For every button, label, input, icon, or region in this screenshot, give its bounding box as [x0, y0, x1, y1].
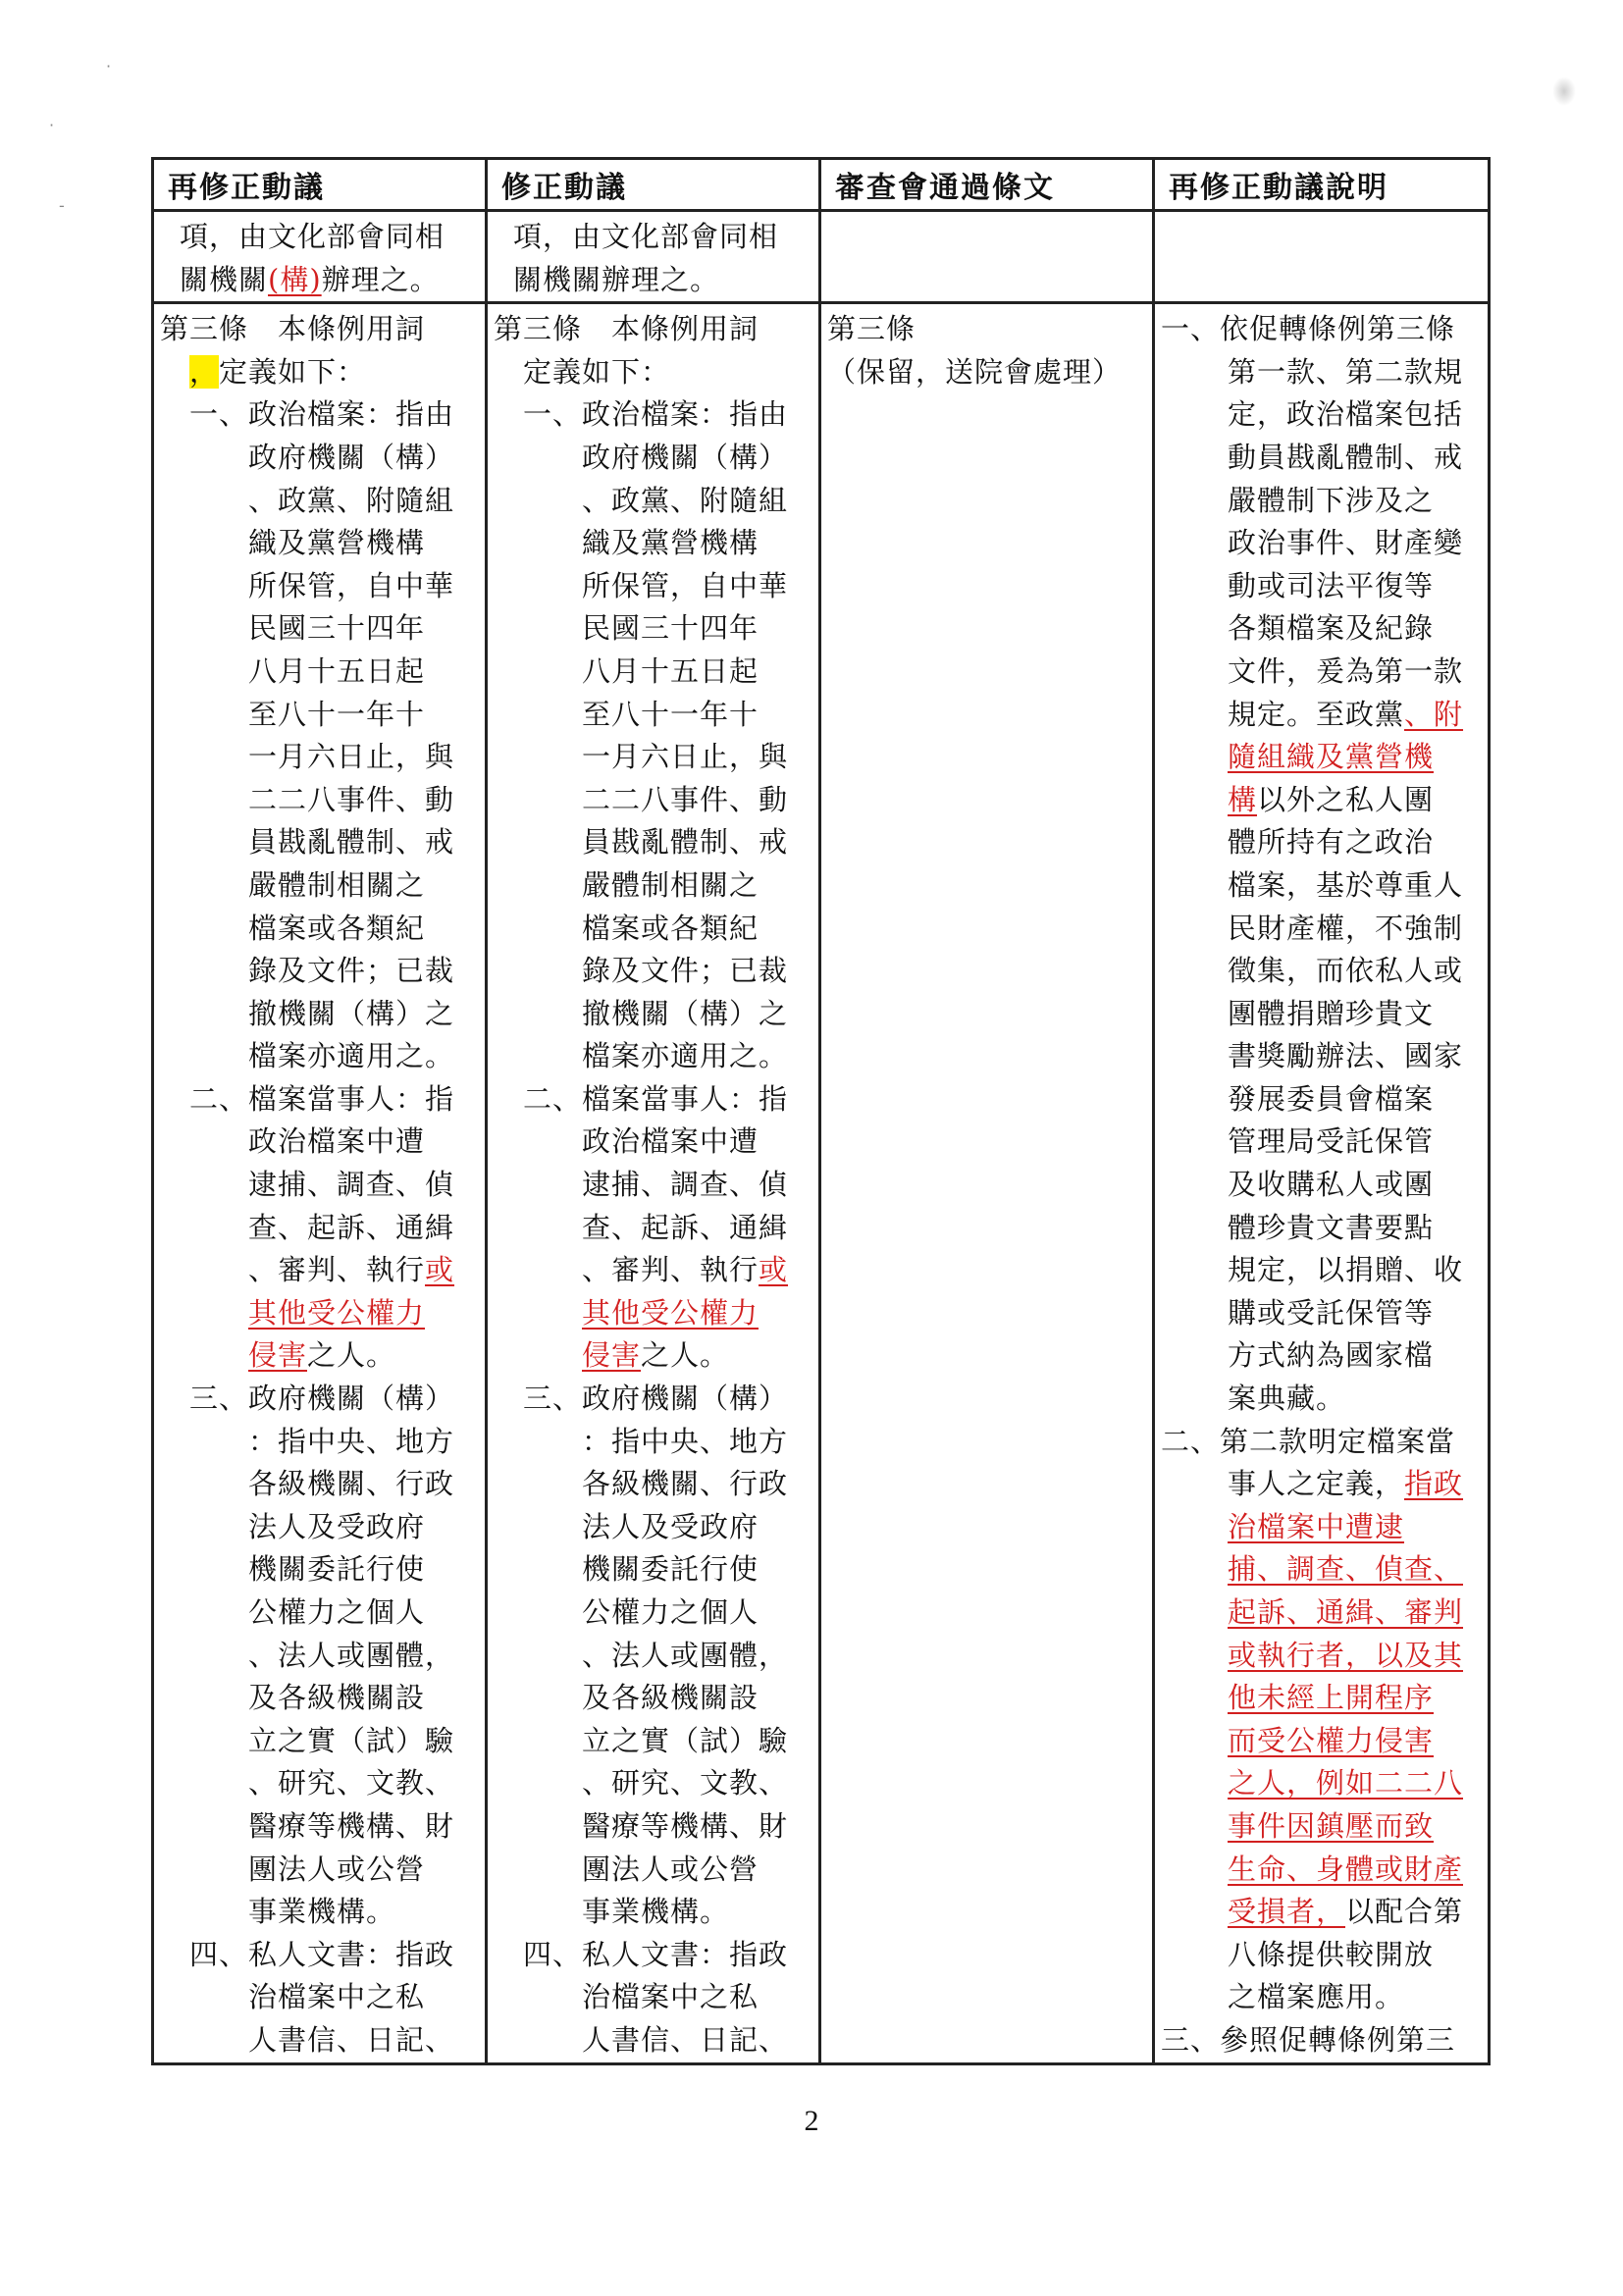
- text-line: [1161, 779, 1484, 822]
- text-segment: 及各級機關設: [248, 1681, 426, 1715]
- text-segment: 錄及文件；已裁: [582, 954, 789, 988]
- text-line: [1161, 1121, 1484, 1164]
- amended-text: 事件因鎮壓而致: [1228, 1808, 1435, 1843]
- text-line: [1161, 1078, 1484, 1122]
- text-line: [494, 1207, 814, 1250]
- text-segment: 之人。: [307, 1338, 396, 1373]
- text-line: [494, 522, 814, 565]
- amended-text: 起訴、通緝、審判: [1228, 1595, 1464, 1629]
- text-line: [1161, 1849, 1484, 1892]
- text-line: [1161, 308, 1484, 351]
- text-line: [160, 1334, 481, 1378]
- cell-amendment: [487, 303, 820, 2063]
- text-segment: 動員戡亂體制、戒: [1228, 440, 1464, 474]
- text-segment: 關機關辦理之。: [513, 262, 720, 296]
- text-segment: 各級機關、行政: [248, 1467, 455, 1501]
- text-line: [494, 1592, 814, 1635]
- comparison-table: [151, 157, 1491, 2065]
- text-line: [1161, 1635, 1484, 1678]
- text-line: [160, 2019, 481, 2062]
- text-segment: 規定，以捐贈、收: [1228, 1253, 1464, 1287]
- text-line: [1161, 1249, 1484, 1292]
- text-segment: 醫療等機構、財: [248, 1808, 455, 1843]
- text-line: [1161, 1506, 1484, 1549]
- text-segment: 一月六日止，與: [582, 740, 789, 774]
- text-line: [160, 1378, 481, 1421]
- text-segment: 體珍貴文書要點: [1228, 1210, 1435, 1244]
- text-segment: 人書信、日記、: [582, 2022, 789, 2057]
- text-segment: 機關委託行使: [582, 1552, 759, 1587]
- text-segment: 之檔案應用。: [1228, 1980, 1405, 2014]
- text-segment: 、審判、執行: [248, 1253, 426, 1287]
- text-segment: 撤機關（構）之: [248, 996, 455, 1030]
- text-line: [1161, 1164, 1484, 1207]
- text-line: [1161, 908, 1484, 951]
- text-line: [494, 864, 814, 908]
- cell-amendment: [487, 211, 820, 303]
- text-line: [494, 736, 814, 779]
- text-line: [494, 950, 814, 993]
- header-cell: 再修正動議說明: [1154, 159, 1490, 211]
- text-segment: 及各級機關設: [582, 1681, 759, 1715]
- text-line: [160, 1805, 481, 1849]
- text-line: [160, 1506, 481, 1549]
- text-line: [1161, 351, 1484, 394]
- text-line: [1161, 1463, 1484, 1506]
- text-line: [1161, 1207, 1484, 1250]
- text-segment: 關機關: [180, 262, 269, 296]
- cell-committee: [820, 211, 1154, 303]
- text-segment: （保留，送院會處理）: [827, 354, 1123, 389]
- text-line: [494, 437, 814, 480]
- text-line: [494, 351, 814, 394]
- text-segment: 八月十五日起: [582, 653, 759, 688]
- text-segment: 至八十一年十: [248, 697, 426, 731]
- text-line: [160, 1976, 481, 2019]
- text-segment: 政府機關（構）: [582, 440, 789, 474]
- text-line: [494, 1292, 814, 1335]
- amended-text: 他未經上開程序: [1228, 1681, 1435, 1715]
- text-segment: 方式納為國家檔: [1228, 1338, 1435, 1373]
- text-segment: 公權力之個人: [248, 1595, 426, 1629]
- scan-smudge: [1552, 77, 1576, 106]
- text-segment: 團體捐贈珍貴文: [1228, 996, 1435, 1030]
- text-line: [160, 736, 481, 779]
- text-line: [160, 1207, 481, 1250]
- text-line: [160, 522, 481, 565]
- amended-text: 或執行者，以及其: [1228, 1638, 1464, 1672]
- text-line: [160, 480, 481, 523]
- text-segment: 政治事件、財產變: [1228, 526, 1464, 560]
- amended-text: 或: [759, 1253, 789, 1287]
- text-line: [160, 1849, 481, 1892]
- text-line: [494, 1548, 814, 1592]
- text-segment: 定義如下：: [523, 354, 671, 389]
- text-segment: 書獎勵辦法、國家: [1228, 1039, 1464, 1073]
- text-line: [1161, 1334, 1484, 1378]
- text-line: [494, 1421, 814, 1464]
- text-line: [1161, 651, 1484, 694]
- text-segment: 民財產權，不強制: [1228, 911, 1464, 945]
- text-line: [160, 1891, 481, 1934]
- text-line: [494, 1035, 814, 1078]
- scan-speck: ·: [49, 116, 55, 134]
- text-segment: 二、檔案當事人：指: [523, 1081, 789, 1116]
- text-segment: 各類檔案及紀錄: [1228, 611, 1435, 646]
- text-segment: 、研究、文教、: [582, 1766, 789, 1800]
- text-line: [494, 1164, 814, 1207]
- text-line: [1161, 1762, 1484, 1805]
- cell-explanation: [1154, 303, 1490, 2063]
- text-line: [160, 437, 481, 480]
- text-line: [160, 1035, 481, 1078]
- text-segment: 織及黨營機構: [582, 526, 759, 560]
- text-line: [1161, 393, 1484, 437]
- text-line: [160, 993, 481, 1036]
- continuation-row: [153, 211, 1490, 303]
- text-line: [494, 565, 814, 608]
- text-segment: 、政黨、附隨組: [582, 483, 789, 517]
- text-line: [494, 1891, 814, 1934]
- text-segment: 立之實（試）驗: [248, 1723, 455, 1757]
- text-line: [160, 607, 481, 651]
- text-line: [160, 1249, 481, 1292]
- text-line: [494, 1078, 814, 1122]
- text-line: [160, 393, 481, 437]
- text-line: [1161, 1292, 1484, 1335]
- text-segment: 第三條 本條例用詞: [160, 312, 426, 346]
- text-segment: 嚴體制下涉及之: [1228, 483, 1435, 517]
- amended-text: 指政: [1404, 1467, 1464, 1501]
- amended-text: 生命、身體或財產: [1228, 1852, 1464, 1886]
- text-line: [494, 1976, 814, 2019]
- text-segment: 第一款、第二款規: [1228, 354, 1464, 389]
- text-segment: 、政黨、附隨組: [248, 483, 455, 517]
- text-line: [494, 821, 814, 864]
- text-line: [494, 308, 814, 351]
- text-segment: 人書信、日記、: [248, 2022, 455, 2057]
- text-line: [1161, 1805, 1484, 1849]
- text-segment: 以配合第: [1345, 1895, 1464, 1929]
- text-line: [1161, 864, 1484, 908]
- text-line: [1161, 1934, 1484, 1977]
- text-segment: ：指中央、地方: [248, 1424, 455, 1458]
- text-segment: 一、政治檔案：指由: [523, 397, 789, 432]
- amended-text: (構): [268, 262, 322, 296]
- cell-redraft: [153, 303, 487, 2063]
- text-line: [160, 821, 481, 864]
- text-segment: 法人及受政府: [582, 1509, 759, 1543]
- text-line: [160, 1762, 481, 1805]
- text-segment: 至八十一年十: [582, 697, 759, 731]
- text-segment: 事業機構。: [248, 1895, 396, 1929]
- text-segment: 所保管，自中華: [248, 568, 455, 602]
- cell-explanation: [1154, 211, 1490, 303]
- text-segment: 第三條 本條例用詞: [494, 312, 759, 346]
- text-segment: 及收購私人或團: [1228, 1168, 1435, 1202]
- text-line: [494, 1334, 814, 1378]
- amended-text: 治檔案中遭逮: [1228, 1509, 1405, 1543]
- text-segment: 徵集，而依私人或: [1228, 954, 1464, 988]
- text-line: [160, 1677, 481, 1720]
- text-segment: 三、參照促轉條例第三: [1161, 2022, 1456, 2057]
- text-line: [160, 565, 481, 608]
- text-line: [827, 351, 1148, 394]
- text-segment: 、審判、執行: [582, 1253, 759, 1287]
- text-segment: 定義如下：: [219, 354, 367, 389]
- text-line: [494, 259, 814, 302]
- text-segment: 政治檔案中遭: [582, 1124, 759, 1159]
- text-segment: 二、檔案當事人：指: [189, 1081, 455, 1116]
- text-line: [494, 1762, 814, 1805]
- text-line: [160, 1078, 481, 1122]
- text-line: [494, 607, 814, 651]
- text-segment: 員戡亂體制、戒: [582, 825, 789, 860]
- text-line: [160, 864, 481, 908]
- text-line: [494, 1121, 814, 1164]
- article-3-row: [153, 303, 1490, 2063]
- text-segment: 錄及文件；已裁: [248, 954, 455, 988]
- text-line: [1161, 736, 1484, 779]
- text-segment: 三、政府機關（構）: [189, 1382, 455, 1416]
- text-line: [160, 779, 481, 822]
- text-segment: 、法人或團體，: [248, 1638, 455, 1672]
- text-segment: 八條提供較開放: [1228, 1937, 1435, 1971]
- text-line: [160, 351, 481, 394]
- cell-committee: [820, 303, 1154, 2063]
- header-cell: 再修正動議: [153, 159, 487, 211]
- amended-text: 侵害: [248, 1338, 308, 1373]
- text-segment: 檔案亦適用之。: [248, 1039, 455, 1073]
- text-segment: 撤機關（構）之: [582, 996, 789, 1030]
- text-segment: 檔案或各類紀: [248, 911, 426, 945]
- text-line: [494, 393, 814, 437]
- text-line: [494, 779, 814, 822]
- text-line: [1161, 821, 1484, 864]
- header-cell: 修正動議: [487, 159, 820, 211]
- header-cell: 審查會通過條文: [820, 159, 1154, 211]
- text-line: [494, 1463, 814, 1506]
- text-segment: 發展委員會檔案: [1228, 1081, 1435, 1116]
- text-line: [160, 651, 481, 694]
- cell-redraft: [153, 211, 487, 303]
- text-line: [494, 1635, 814, 1678]
- text-line: [494, 1378, 814, 1421]
- amended-text: 捕、調查、偵查、: [1228, 1552, 1464, 1587]
- text-line: [1161, 522, 1484, 565]
- text-line: [160, 1635, 481, 1678]
- text-segment: 、研究、文教、: [248, 1766, 455, 1800]
- page-number: 2: [804, 2105, 819, 2137]
- text-segment: 政治檔案中遭: [248, 1124, 426, 1159]
- text-line: [494, 216, 814, 259]
- text-line: [1161, 950, 1484, 993]
- text-line: [494, 651, 814, 694]
- text-line: [494, 1506, 814, 1549]
- text-line: [1161, 694, 1484, 737]
- text-segment: 項，由文化部會同相: [513, 220, 779, 253]
- text-segment: 織及黨營機構: [248, 526, 426, 560]
- text-segment: 、法人或團體，: [582, 1638, 789, 1672]
- text-segment: 定，政治檔案包括: [1228, 397, 1464, 432]
- text-segment: 二二八事件、動: [582, 782, 789, 816]
- text-line: [160, 1592, 481, 1635]
- text-line: [1161, 607, 1484, 651]
- text-line: [160, 1720, 481, 1763]
- text-line: [160, 1292, 481, 1335]
- text-line: [494, 993, 814, 1036]
- text-line: [1161, 565, 1484, 608]
- text-segment: 三、政府機關（構）: [523, 1382, 789, 1416]
- text-line: [160, 1421, 481, 1464]
- amended-text: 其他受公權力: [248, 1295, 426, 1330]
- text-line: [160, 950, 481, 993]
- text-line: [160, 908, 481, 951]
- text-line: [494, 480, 814, 523]
- highlighted-text: ，: [189, 354, 220, 389]
- text-line: [1161, 1548, 1484, 1592]
- text-line: [1161, 480, 1484, 523]
- text-segment: 嚴體制相關之: [248, 867, 426, 902]
- amended-text: 構: [1228, 782, 1258, 816]
- text-segment: 嚴體制相關之: [582, 867, 759, 902]
- text-segment: 治檔案中之私: [582, 1980, 759, 2014]
- text-segment: 逮捕、調查、偵: [582, 1168, 789, 1202]
- text-segment: 案典藏。: [1228, 1382, 1346, 1416]
- text-line: [1161, 1035, 1484, 1078]
- text-line: [494, 2019, 814, 2062]
- text-segment: 各級機關、行政: [582, 1467, 789, 1501]
- text-segment: 之人。: [641, 1338, 730, 1373]
- text-segment: ：指中央、地方: [582, 1424, 789, 1458]
- text-segment: 檔案或各類紀: [582, 911, 759, 945]
- text-segment: 一、依促轉條例第三條: [1161, 312, 1456, 346]
- text-segment: 一、政治檔案：指由: [189, 397, 455, 432]
- text-segment: 文件，爰為第一款: [1228, 653, 1464, 688]
- text-segment: 所保管，自中華: [582, 568, 789, 602]
- scan-speck: ·: [106, 57, 112, 76]
- text-line: [494, 1805, 814, 1849]
- text-line: [1161, 1677, 1484, 1720]
- text-line: [160, 1164, 481, 1207]
- text-segment: 立之實（試）驗: [582, 1723, 789, 1757]
- text-segment: 四、私人文書：指政: [189, 1937, 455, 1971]
- text-segment: 檔案亦適用之。: [582, 1039, 789, 1073]
- text-segment: 體所持有之政治: [1228, 825, 1435, 860]
- text-line: [1161, 1891, 1484, 1934]
- text-segment: 四、私人文書：指政: [523, 1937, 789, 1971]
- text-segment: 項，由文化部會同相: [180, 220, 445, 253]
- text-line: [160, 1463, 481, 1506]
- text-segment: 以外之私人團: [1257, 782, 1435, 816]
- amended-text: 、附: [1404, 697, 1464, 731]
- text-segment: 管理局受託保管: [1228, 1124, 1435, 1159]
- text-segment: 二二八事件、動: [248, 782, 455, 816]
- text-segment: 法人及受政府: [248, 1509, 426, 1543]
- text-line: [160, 694, 481, 737]
- text-line: [494, 1249, 814, 1292]
- text-line: [494, 1849, 814, 1892]
- text-line: [494, 1720, 814, 1763]
- amended-text: 隨組織及黨營機: [1228, 740, 1435, 774]
- text-line: [160, 1548, 481, 1592]
- amended-text: 其他受公權力: [582, 1295, 759, 1330]
- text-segment: 查、起訴、通緝: [582, 1210, 789, 1244]
- text-line: [1161, 1421, 1484, 1464]
- amended-text: 之人，例如二二八: [1228, 1766, 1464, 1800]
- text-line: [160, 1934, 481, 1977]
- scan-speck: -: [59, 196, 65, 215]
- text-segment: 查、起訴、通緝: [248, 1210, 455, 1244]
- text-line: [494, 1677, 814, 1720]
- text-segment: 一月六日止，與: [248, 740, 455, 774]
- text-segment: 逮捕、調查、偵: [248, 1168, 455, 1202]
- text-segment: 民國三十四年: [248, 611, 426, 646]
- text-segment: 規定。至政黨: [1228, 697, 1405, 731]
- text-segment: 團法人或公營: [582, 1852, 759, 1886]
- text-line: [1161, 1720, 1484, 1763]
- text-line: [1161, 1592, 1484, 1635]
- text-segment: 二、第二款明定檔案當: [1161, 1424, 1456, 1458]
- text-segment: 購或受託保管等: [1228, 1295, 1435, 1330]
- text-segment: 事人之定義，: [1228, 1467, 1405, 1501]
- text-line: [494, 908, 814, 951]
- text-line: [160, 259, 481, 302]
- text-segment: 檔案，基於尊重人: [1228, 867, 1464, 902]
- text-segment: 員戡亂體制、戒: [248, 825, 455, 860]
- text-segment: 辦理之。: [321, 262, 440, 296]
- amended-text: 或: [425, 1253, 455, 1287]
- text-segment: 動或司法平復等: [1228, 568, 1435, 602]
- text-line: [1161, 437, 1484, 480]
- text-segment: 公權力之個人: [582, 1595, 759, 1629]
- text-segment: 團法人或公營: [248, 1852, 426, 1886]
- text-line: [827, 308, 1148, 351]
- amended-text: 而受公權力侵害: [1228, 1723, 1435, 1757]
- text-segment: 第三條: [827, 312, 916, 346]
- text-segment: 政府機關（構）: [248, 440, 455, 474]
- text-line: [160, 308, 481, 351]
- text-segment: 醫療等機構、財: [582, 1808, 789, 1843]
- text-segment: 民國三十四年: [582, 611, 759, 646]
- text-segment: 治檔案中之私: [248, 1980, 426, 2014]
- text-line: [160, 1121, 481, 1164]
- text-segment: 機關委託行使: [248, 1552, 426, 1587]
- amended-text: 侵害: [582, 1338, 642, 1373]
- text-line: [494, 1934, 814, 1977]
- text-line: [160, 216, 481, 259]
- text-segment: 事業機構。: [582, 1895, 730, 1929]
- text-line: [1161, 993, 1484, 1036]
- text-line: [494, 694, 814, 737]
- text-line: [1161, 1378, 1484, 1421]
- amended-text: 受損者，: [1228, 1895, 1346, 1929]
- text-line: [1161, 2019, 1484, 2062]
- text-line: [1161, 1976, 1484, 2019]
- header-row: [153, 159, 1490, 211]
- text-segment: 八月十五日起: [248, 653, 426, 688]
